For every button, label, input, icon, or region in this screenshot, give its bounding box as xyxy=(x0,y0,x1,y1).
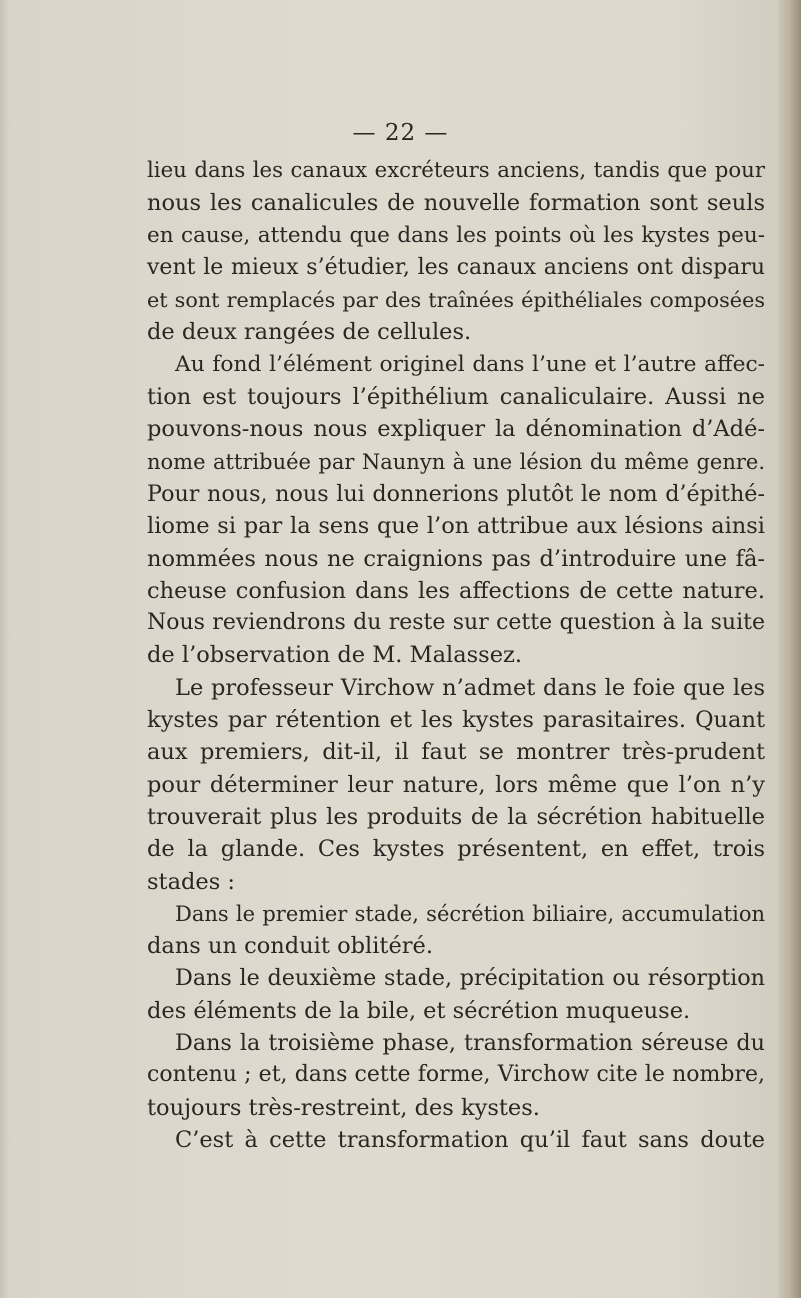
text-line: lieu dans les canaux excréteurs anciens, tandis que pour xyxy=(147,158,765,183)
body-text xyxy=(147,155,765,1156)
text-line: vent le mieux s’étudier, les canaux anciens ont disparu xyxy=(147,254,765,280)
text-line: liome si par la sens que l’on attribue aux lésions ainsi xyxy=(147,513,765,540)
text-line: dans un conduit oblitéré. xyxy=(147,933,433,960)
text-line: tion est toujours l’épithélium canaliculaire. Aussi ne xyxy=(147,384,765,411)
text-line: C’est à cette transformation qu’il faut sans doute xyxy=(175,1126,765,1153)
text-line: nommées nous ne craignions pas d’introduire une fâ- xyxy=(147,545,765,572)
text-line: Au fond l’élément originel dans l’une et l’autre affec- xyxy=(175,351,765,377)
text-line: de l’observation de M. Malassez. xyxy=(147,642,523,669)
text-line: Dans le premier stade, sécrétion biliaire, accumulation xyxy=(175,901,765,926)
text-line: Nous reviendrons du reste sur cette question à la suite xyxy=(147,610,765,636)
text-line: aux premiers, dit-il, il faut se montrer très-prudent xyxy=(147,739,765,766)
text-line: pour déterminer leur nature, lors même que l’on n’y xyxy=(147,771,765,798)
text-line: contenu ; et, dans cette forme, Virchow cite le nombre, xyxy=(147,1062,765,1088)
page-number: — 22 — xyxy=(352,120,449,146)
text-line: nome attribuée par Naunyn à une lésion du même genre. xyxy=(147,449,765,474)
text-line: en cause, attendu que dans les points où les kystes peu- xyxy=(147,222,765,248)
text-line: des éléments de la bile, et sécrétion muqueuse. xyxy=(147,997,691,1024)
text-line: de deux rangées de cellules. xyxy=(147,319,472,346)
text-line: cheuse confusion dans les affections de cette nature. xyxy=(147,577,765,604)
text-line: kystes par rétention et les kystes parasitaires. Quant xyxy=(147,707,765,734)
text-line: Dans le deuxième stade, précipitation ou résorption xyxy=(175,965,765,992)
text-line: Dans la troisième phase, transformation séreuse du xyxy=(175,1030,765,1057)
text-line: trouverait plus les produits de la sécrétion habituelle xyxy=(147,803,765,830)
text-line: de la glande. Ces kystes présentent, en effet, trois xyxy=(147,836,765,863)
text-line: Pour nous, nous lui donnerions plutôt le nom d’épithé- xyxy=(147,480,765,507)
text-line: nous les canalicules de nouvelle formation sont seuls xyxy=(147,190,765,217)
page-edge xyxy=(779,0,801,1298)
text-line: stades : xyxy=(147,868,236,895)
text-line: Le professeur Virchow n’admet dans le foie que les xyxy=(175,674,765,701)
text-line: pouvons-nous nous expliquer la dénomination d’Adé- xyxy=(147,416,765,443)
page-gutter-shadow xyxy=(0,0,10,1298)
text-line: et sont remplacés par des traînées épithéliales composées xyxy=(147,288,765,313)
text-line: toujours très-restreint, des kystes. xyxy=(147,1094,540,1121)
